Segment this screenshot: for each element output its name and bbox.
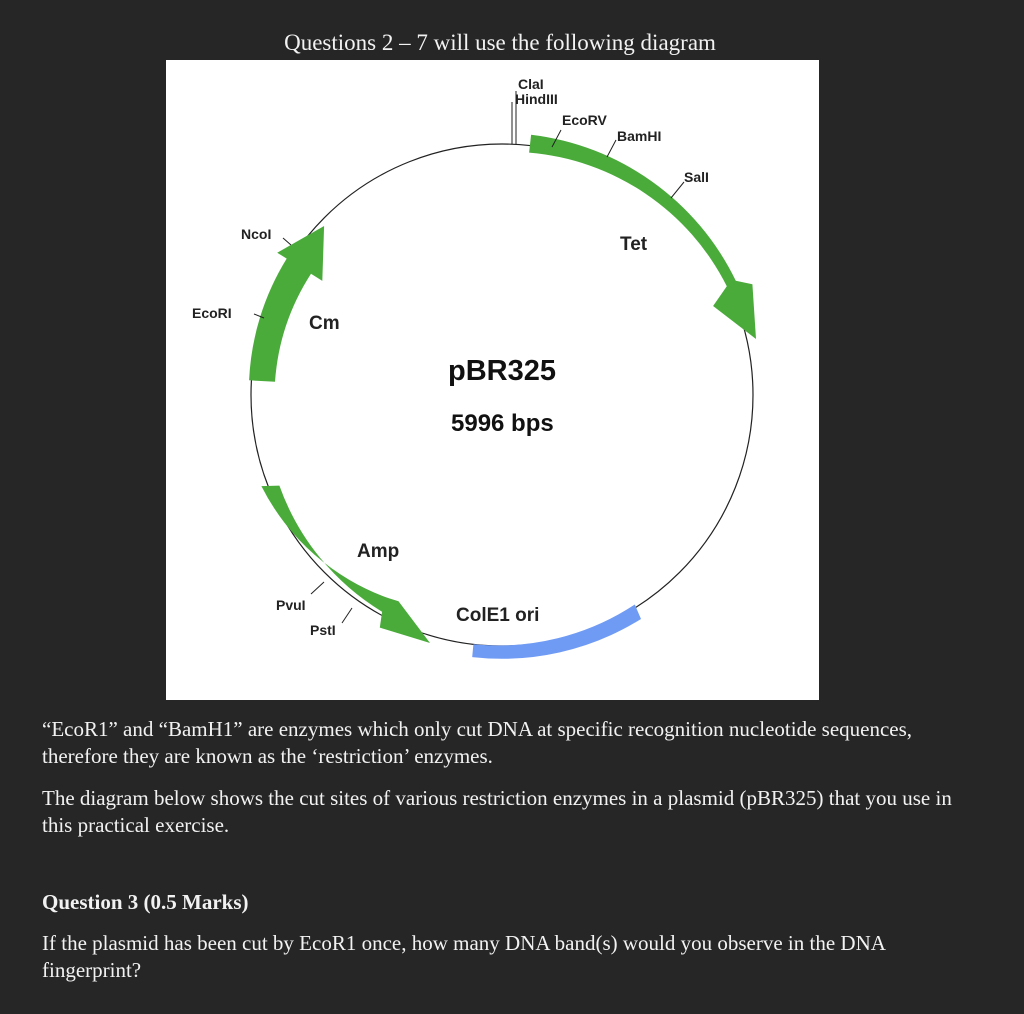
bamhi-label: BamHI <box>617 128 662 144</box>
sali-tick <box>671 182 684 198</box>
ncoi-tick <box>283 238 291 245</box>
sali-label: SalI <box>684 169 709 185</box>
cm-gene-arrow <box>249 226 324 382</box>
pvui-tick <box>311 582 324 594</box>
amp-label: Amp <box>357 541 400 562</box>
diagram-description: The diagram below shows the cut sites of various restriction enzymes in a plasmid (pBR325) that you use in this practical exercise. <box>42 786 952 837</box>
question-body: If the plasmid has been cut by EcoR1 once, how many DNA band(s) would you observe in the DNA fingerprint? <box>42 931 885 982</box>
pvui-label: PvuI <box>276 597 306 613</box>
plasmid-size: 5996 bps <box>451 410 554 437</box>
clai-label: ClaI <box>518 76 544 92</box>
cole1-ori-label: ColE1 ori <box>456 605 540 626</box>
tet-label: Tet <box>620 234 648 255</box>
psti-label: PstI <box>310 622 336 638</box>
plasmid-name: pBR325 <box>448 355 556 387</box>
ncoi-label: NcoI <box>241 226 272 242</box>
hindiii-label: HindIII <box>515 91 558 107</box>
plasmid-map-figure <box>166 60 819 700</box>
plasmid-map-svg <box>166 60 819 700</box>
ecorv-label: EcoRV <box>562 112 607 128</box>
amp-gene-arrow <box>261 486 430 643</box>
question-title: Question 3 (0.5 Marks) <box>42 890 249 914</box>
cm-label: Cm <box>309 313 340 334</box>
page-heading: Questions 2 – 7 will use the following diagram <box>284 30 716 55</box>
psti-tick <box>342 608 352 623</box>
ecori-label: EcoRI <box>192 305 232 321</box>
bamhi-tick <box>607 140 616 157</box>
intro-paragraph: “EcoR1” and “BamH1” are enzymes which only cut DNA at specific recognition nucleotide sequences, therefore they are known as the ‘restriction’ enzymes. <box>42 717 913 768</box>
